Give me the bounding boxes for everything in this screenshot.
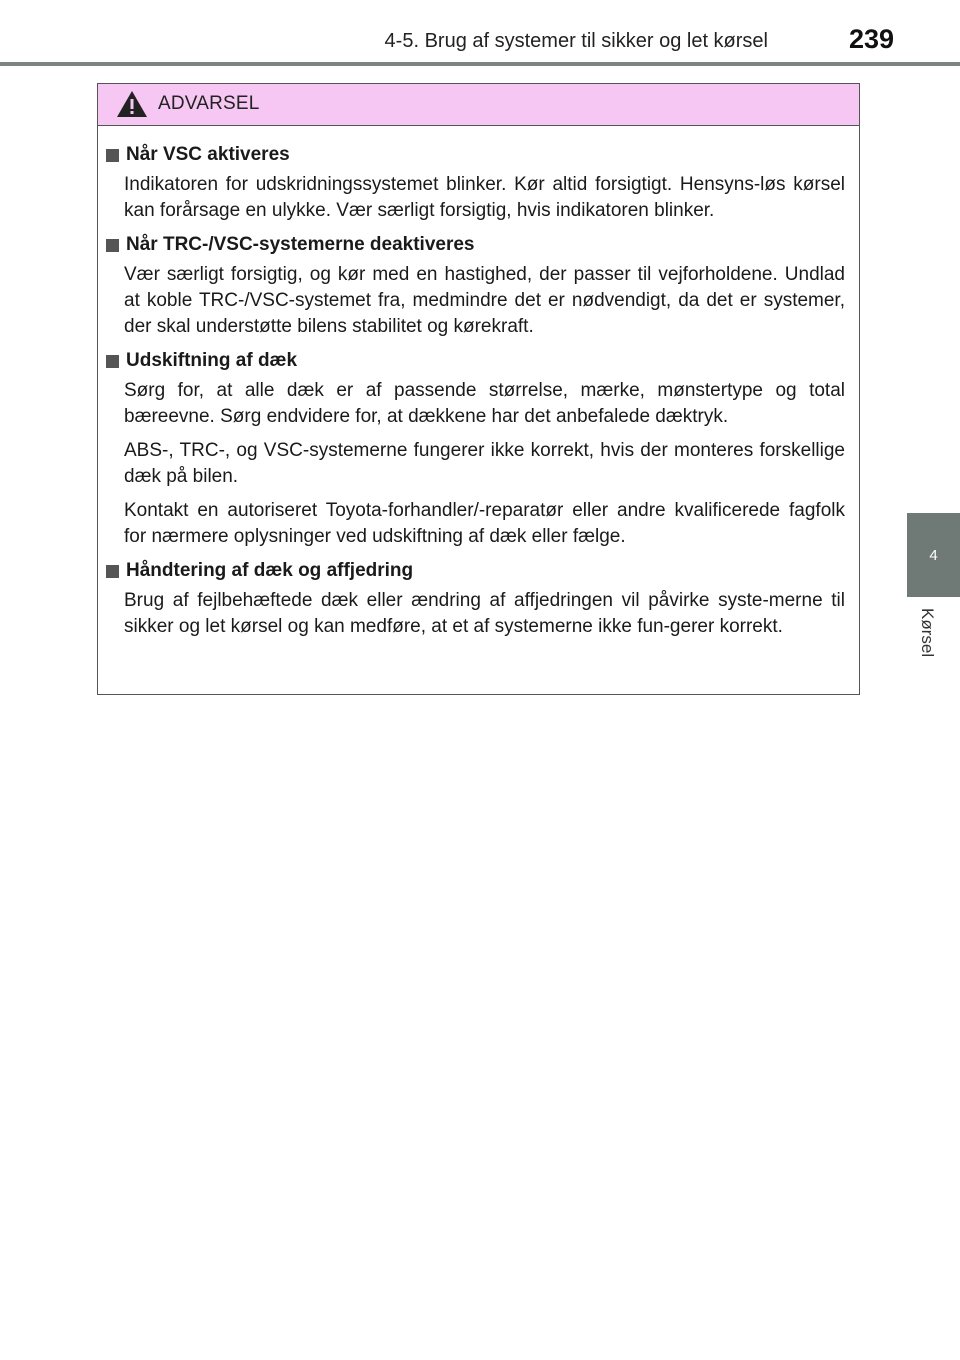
header-rule — [0, 62, 960, 66]
section-title: 4-5. Brug af systemer til sikker og let kørsel — [384, 30, 768, 52]
section-heading-text: Udskiftning af dæk — [126, 350, 298, 371]
section-paragraph: Indikatoren for udskridningssystemet blinker. Kør altid forsigtigt. Hensyns-løs kørsel kan forårsage en ulykke. Vær særligt forsigtig, hvis indikatoren blinker. — [124, 174, 845, 221]
section-paragraph: Sørg for, at alle dæk er af passende størrelse, mærke, mønstertype og total bæreevne. Sørg endvidere for, at dækkene har det anbefalede dæktryk. — [124, 380, 845, 427]
square-bullet-icon — [106, 355, 119, 368]
section-paragraph: ABS-, TRC-, og VSC-systemerne fungerer ikke korrekt, hvis der monteres forskellige dæk på bilen. — [124, 440, 845, 487]
square-bullet-icon — [106, 239, 119, 252]
page-header — [0, 0, 960, 66]
chapter-number: 4 — [929, 546, 938, 564]
section-paragraph: Kontakt en autoriseret Toyota-forhandler/-reparatør eller andre kvalificerede fagfolk for nærmere oplysninger ved udskiftning af dæk eller fælge. — [124, 500, 845, 547]
section-heading — [106, 558, 845, 584]
section-paragraph: Vær særligt forsigtig, og kør med en hastighed, der passer til vejforholdene. Undlad at koble TRC-/VSC-systemet fra, medmindre det er nødvendigt, da det er systemer, der skal understøtte bilens stabilitet og kørekraft. — [124, 264, 845, 337]
warning-section — [106, 232, 845, 340]
section-heading — [106, 348, 845, 374]
page-number: 239 — [848, 24, 894, 54]
section-heading — [106, 232, 845, 258]
warning-box — [97, 83, 860, 695]
warning-title: ADVARSEL — [158, 93, 260, 114]
square-bullet-icon — [106, 565, 119, 578]
section-heading-text: Når TRC-/VSC-systemerne deaktiveres — [126, 234, 475, 255]
chapter-tab — [907, 513, 960, 597]
square-bullet-icon — [106, 149, 119, 162]
warning-header — [98, 84, 859, 126]
section-heading-text: Når VSC aktiveres — [126, 144, 290, 165]
section-heading-text: Håndtering af dæk og affjedring — [126, 560, 414, 581]
section-paragraph: Brug af fejlbehæftede dæk eller ændring af affjedringen vil påvirke syste-merne til sikker og let kørsel og kan medføre, at et af systemerne ikke fun-gerer korrekt. — [124, 590, 845, 637]
warning-triangle-icon — [116, 90, 148, 118]
chapter-label: Kørsel — [918, 608, 937, 658]
warning-section — [106, 558, 845, 640]
warning-body — [98, 126, 859, 640]
section-heading — [106, 142, 845, 168]
warning-section — [106, 348, 845, 550]
warning-section — [106, 142, 845, 224]
